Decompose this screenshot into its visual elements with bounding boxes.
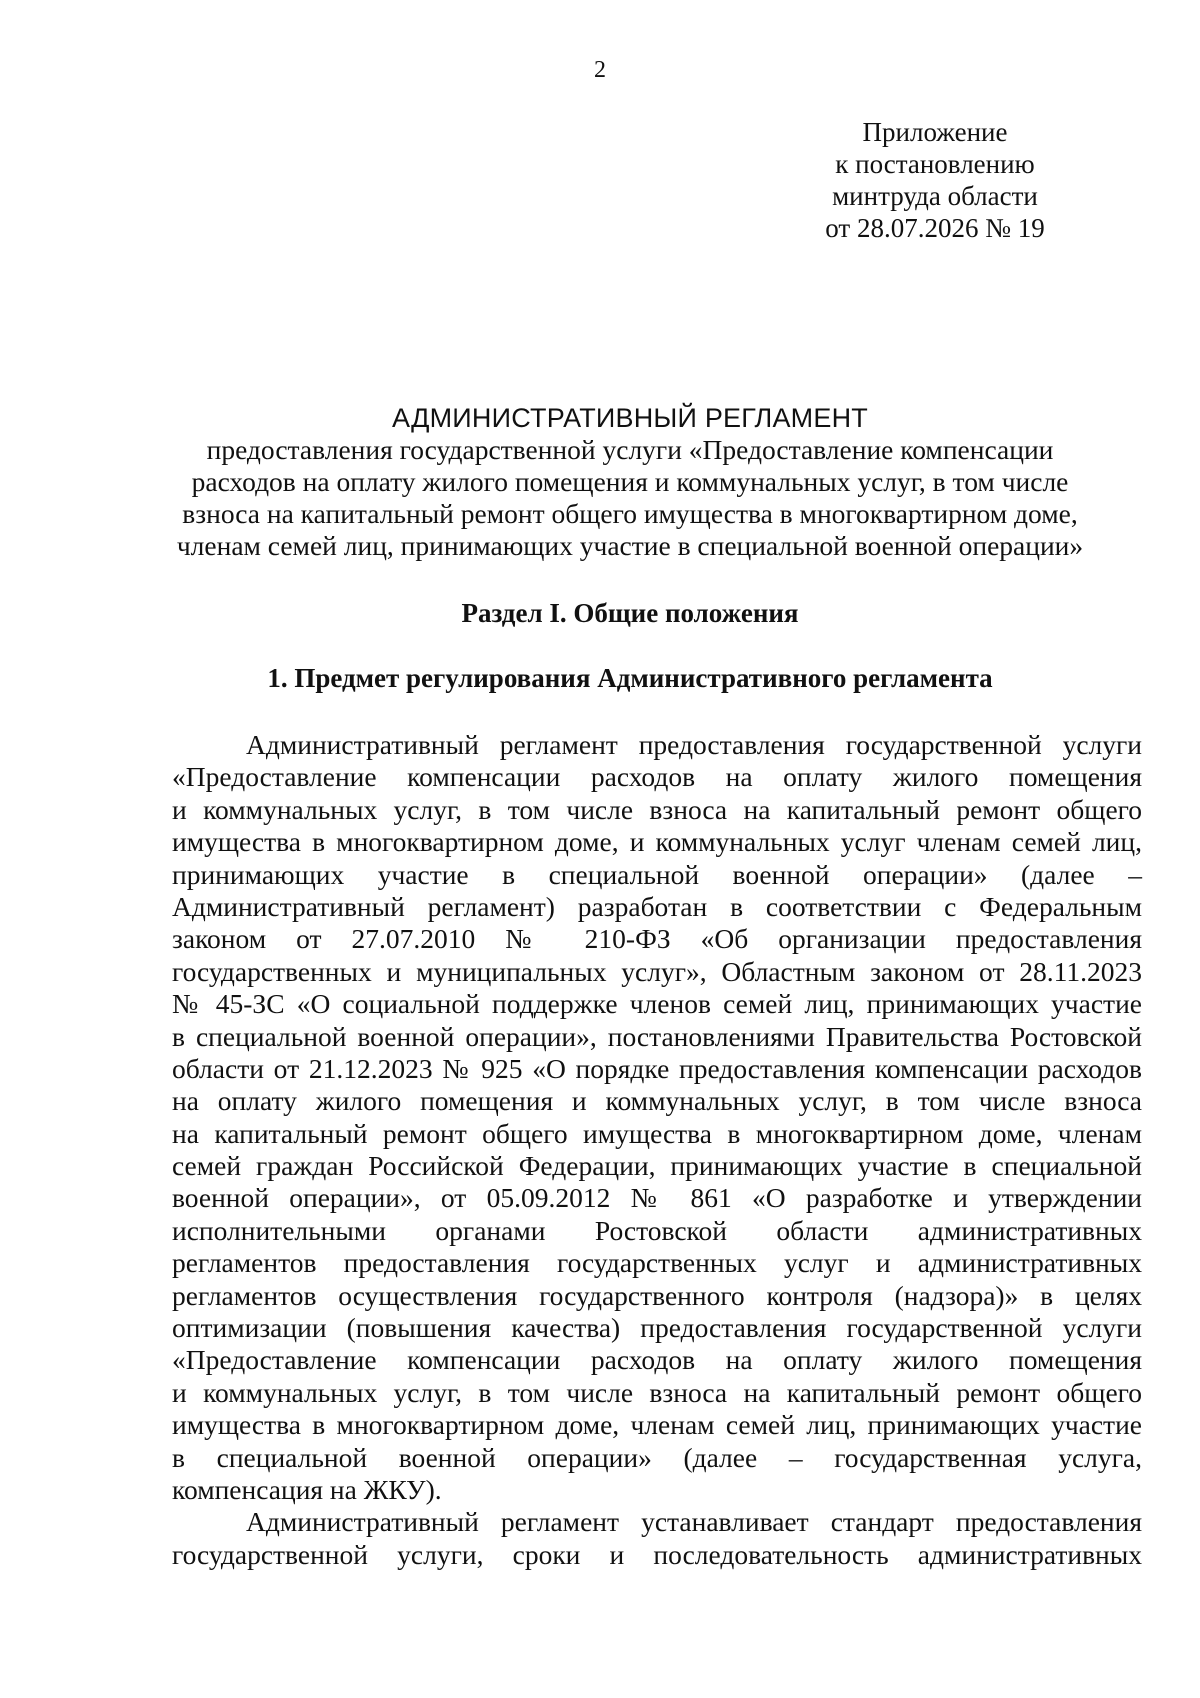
text-line: в специальной военной операции», постановлениями Правительства Ростовской xyxy=(172,1020,1142,1052)
regulation-title-main: АДМИНИСТРАТИВНЫЙ РЕГЛАМЕНТ xyxy=(392,403,868,433)
text-line: исполнительными органами Ростовской области административных xyxy=(172,1214,1142,1246)
text-line: оптимизации (повышения качества) предоставления государственной услуги xyxy=(172,1312,1142,1344)
appendix-line: от 28.07.2026 № 19 xyxy=(825,213,1045,243)
text-line: в специальной военной операции» (далее – государственная услуга, xyxy=(172,1441,1142,1473)
body-text xyxy=(172,729,1142,1571)
appendix-line: Приложение xyxy=(862,117,1008,147)
text-line: имущества в многоквартирном доме, членам семей лиц, принимающих участие xyxy=(172,1409,1142,1441)
text-line: Административный регламент устанавливает стандарт предоставления xyxy=(246,1506,1142,1538)
text-line: законом от 27.07.2010 № 210-ФЗ «Об организации предоставления xyxy=(172,923,1142,955)
title-sub-line: расходов на оплату жилого помещения и коммунальных услуг, в том числе xyxy=(191,466,1069,497)
text-line: принимающих участие в специальной военной операции» (далее – xyxy=(172,858,1142,890)
regulation-title xyxy=(140,402,1120,562)
paragraph-1 xyxy=(172,729,1142,1506)
title-sub-line: членам семей лиц, принимающих участие в специальной военной операции» xyxy=(176,530,1084,561)
text-line: семей граждан Российской Федерации, принимающих участие в специальной xyxy=(172,1150,1142,1182)
text-line: № 45-ЗС «О социальной поддержке членов семей лиц, принимающих участие xyxy=(172,988,1142,1020)
text-line: военной операции», от 05.09.2012 № 861 «О разработке и утверждении xyxy=(172,1182,1142,1214)
text-line: регламентов осуществления государственного контроля (надзора)» в целях xyxy=(172,1279,1142,1311)
title-sub-line: взноса на капитальный ремонт общего имущества в многоквартирном доме, xyxy=(182,498,1078,529)
text-line: и коммунальных услуг, в том числе взноса на капитальный ремонт общего xyxy=(172,793,1142,825)
subsection-heading: 1. Предмет регулирования Административного регламента xyxy=(267,663,993,693)
page-number: 2 xyxy=(594,57,606,83)
text-line: государственных и муниципальных услуг», Областным законом от 28.11.2023 xyxy=(172,955,1142,987)
text-line: компенсация на ЖКУ). xyxy=(172,1473,442,1505)
regulation-title-sub xyxy=(140,434,1120,562)
text-line: на капитальный ремонт общего имущества в многоквартирном доме, членам xyxy=(172,1117,1142,1149)
text-line: «Предоставление компенсации расходов на оплату жилого помещения xyxy=(172,1344,1142,1376)
appendix-line: минтруда области xyxy=(832,181,1038,211)
paragraph-2 xyxy=(172,1506,1142,1571)
text-line: регламентов предоставления государственных услуг и административных xyxy=(172,1247,1142,1279)
text-line: Административный регламент предоставления государственной услуги xyxy=(246,729,1142,760)
text-line: и коммунальных услуг, в том числе взноса на капитальный ремонт общего xyxy=(172,1376,1142,1408)
text-line: области от 21.12.2023 № 925 «О порядке предоставления компенсации расходов xyxy=(172,1052,1142,1084)
text-line: Административный регламент) разработан в соответствии с Федеральным xyxy=(172,890,1142,922)
text-line: государственной услуги, сроки и последовательность административных xyxy=(172,1538,1142,1570)
title-sub-line: предоставления государственной услуги «Предоставление компенсации xyxy=(206,434,1054,465)
appendix-block xyxy=(785,116,1085,244)
appendix-line: к постановлению xyxy=(835,149,1035,179)
text-line: на оплату жилого помещения и коммунальных услуг, в том числе взноса xyxy=(172,1085,1142,1117)
text-line: имущества в многоквартирном доме, и коммунальных услуг членам семей лиц, xyxy=(172,826,1142,858)
text-line: «Предоставление компенсации расходов на оплату жилого помещения xyxy=(172,761,1142,793)
section-heading: Раздел I. Общие положения xyxy=(461,598,799,628)
